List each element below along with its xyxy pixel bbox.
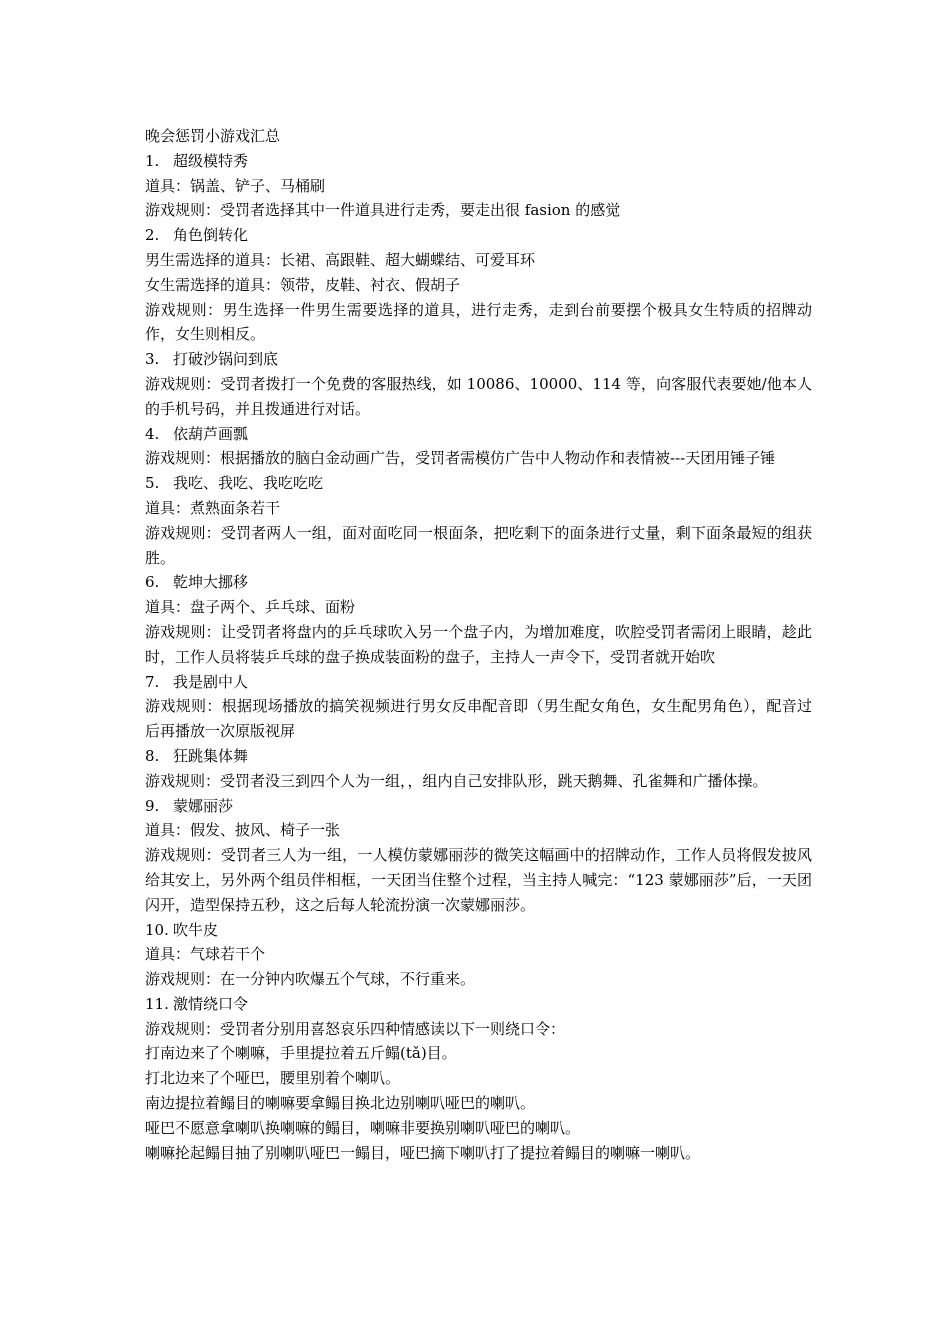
section-line: 游戏规则：受罚者两人一组，面对面吃同一根面条，把吃剩下的面条进行丈量，剩下面条最短的组获胜。	[145, 523, 812, 567]
section-title: 依葫芦画瓢	[173, 424, 249, 443]
section-line: 游戏规则：根据播放的脑白金动画广告，受罚者需模仿广告中人物动作和表情被---天团用锤子锤	[145, 449, 776, 468]
tongue-twister-line: 打南边来了个喇嘛，手里提拉着五斤鳎(tǎ)目。	[145, 1044, 457, 1063]
section-number: 10.	[145, 920, 169, 939]
section-line: 游戏规则：让受罚者将盘内的乒乓球吹入另一个盘子内，为增加难度，吹腔受罚者需闭上眼睛，趁此时，工作人员将装乒乓球的盘子换成装面粉的盘子，主持人一声令下，受罚者就开始吹	[145, 622, 812, 666]
section-line: 游戏规则：受罚者没三到四个人为一组，，组内自己安排队形，跳天鹅舞、孔雀舞和广播体操。	[145, 771, 768, 790]
section-heading	[145, 570, 812, 595]
document-title: 晚会惩罚小游戏汇总	[145, 127, 281, 145]
section-number: 3.	[145, 350, 160, 369]
section-number: 6.	[145, 573, 160, 592]
section-title: 我吃、我吃、我吃吃吃	[173, 474, 324, 493]
section-title: 角色倒转化	[173, 226, 249, 245]
section-title: 超级模特秀	[173, 151, 249, 170]
section-number: 7.	[145, 672, 160, 691]
section-title: 打破沙锅问到底	[173, 350, 279, 369]
section-line: 道具：锅盖、铲子、马桶刷	[145, 176, 326, 195]
section-heading	[145, 347, 812, 372]
section-number: 9.	[145, 796, 160, 815]
section-line: 女生需选择的道具：领带，皮鞋、衬衣、假胡子	[145, 275, 461, 294]
section-title: 蒙娜丽莎	[173, 796, 234, 815]
section-line: 游戏规则：受罚者分别用喜怒哀乐四种情感读以下一则绕口令：	[145, 1019, 566, 1038]
section-line: 男生需选择的道具：长裙、高跟鞋、超大蝴蝶结、可爱耳环	[145, 250, 536, 269]
section-heading	[145, 670, 812, 695]
section-line: 游戏规则：受罚者选择其中一件道具进行走秀，要走出很 fasion 的感觉	[145, 201, 621, 220]
section-title: 激情绕口令	[173, 994, 249, 1013]
document-body	[145, 124, 812, 1165]
section-line: 道具：假发、披风、椅子一张	[145, 821, 341, 840]
section-heading	[145, 471, 812, 496]
section-title: 狂跳集体舞	[173, 746, 249, 765]
section-line: 游戏规则：男生选择一件男生需要选择的道具，进行走秀，走到台前要摆个极具女生特质的招牌动作，女生则相反。	[145, 300, 812, 344]
section-heading	[145, 794, 812, 819]
tongue-twister-line: 喇嘛抡起鳎目抽了别喇叭哑巴一鳎目，哑巴摘下喇叭打了提拉着鳎目的喇嘛一喇叭。	[145, 1143, 701, 1162]
section-heading	[145, 992, 812, 1017]
section-line: 道具：盘子两个、乒乓球、面粉	[145, 598, 356, 617]
section-number: 2.	[145, 226, 160, 245]
section-heading	[145, 149, 812, 174]
section-line: 游戏规则：在一分钟内吹爆五个气球，不行重来。	[145, 970, 476, 989]
section-line: 游戏规则：受罚者三人为一组，一人模仿蒙娜丽莎的微笑这幅画中的招牌动作，工作人员将假发披风给其安上，另外两个组员伴相框，一天团当住整个过程，当主持人喊完：“123 蒙娜丽莎”后，一天团闪开，造型保持五秒，这之后每人轮流扮演一次蒙娜丽莎。	[145, 846, 812, 914]
section-title: 吹牛皮	[173, 920, 219, 939]
section-heading	[145, 744, 812, 769]
tongue-twister-line: 南边提拉着鳎目的喇嘛要拿鳎目换北边别喇叭哑巴的喇叭。	[145, 1094, 536, 1113]
section-number: 4.	[145, 424, 160, 443]
section-line: 道具：煮熟面条若干	[145, 498, 281, 517]
section-line: 游戏规则：根据现场播放的搞笑视频进行男女反串配音即（男生配女角色，女生配男角色），配音过后再播放一次原版视屏	[145, 697, 812, 741]
section-title: 我是剧中人	[173, 672, 249, 691]
section-line: 道具：气球若干个	[145, 945, 266, 964]
section-heading	[145, 918, 812, 943]
section-heading	[145, 223, 812, 248]
section-number: 11.	[145, 994, 169, 1013]
section-number: 8.	[145, 746, 160, 765]
section-title: 乾坤大挪移	[173, 573, 249, 592]
tongue-twister-line: 哑巴不愿意拿喇叭换喇嘛的鳎目，喇嘛非要换别喇叭哑巴的喇叭。	[145, 1118, 581, 1137]
section-number: 1.	[145, 151, 160, 170]
section-number: 5.	[145, 474, 160, 493]
section-heading	[145, 422, 812, 447]
tongue-twister-line: 打北边来了个哑巴，腰里别着个喇叭。	[145, 1069, 401, 1088]
section-line: 游戏规则：受罚者拨打一个免费的客服热线，如 10086、10000、114 等，向客服代表要她/他本人的手机号码，并且拨通进行对话。	[145, 374, 812, 418]
